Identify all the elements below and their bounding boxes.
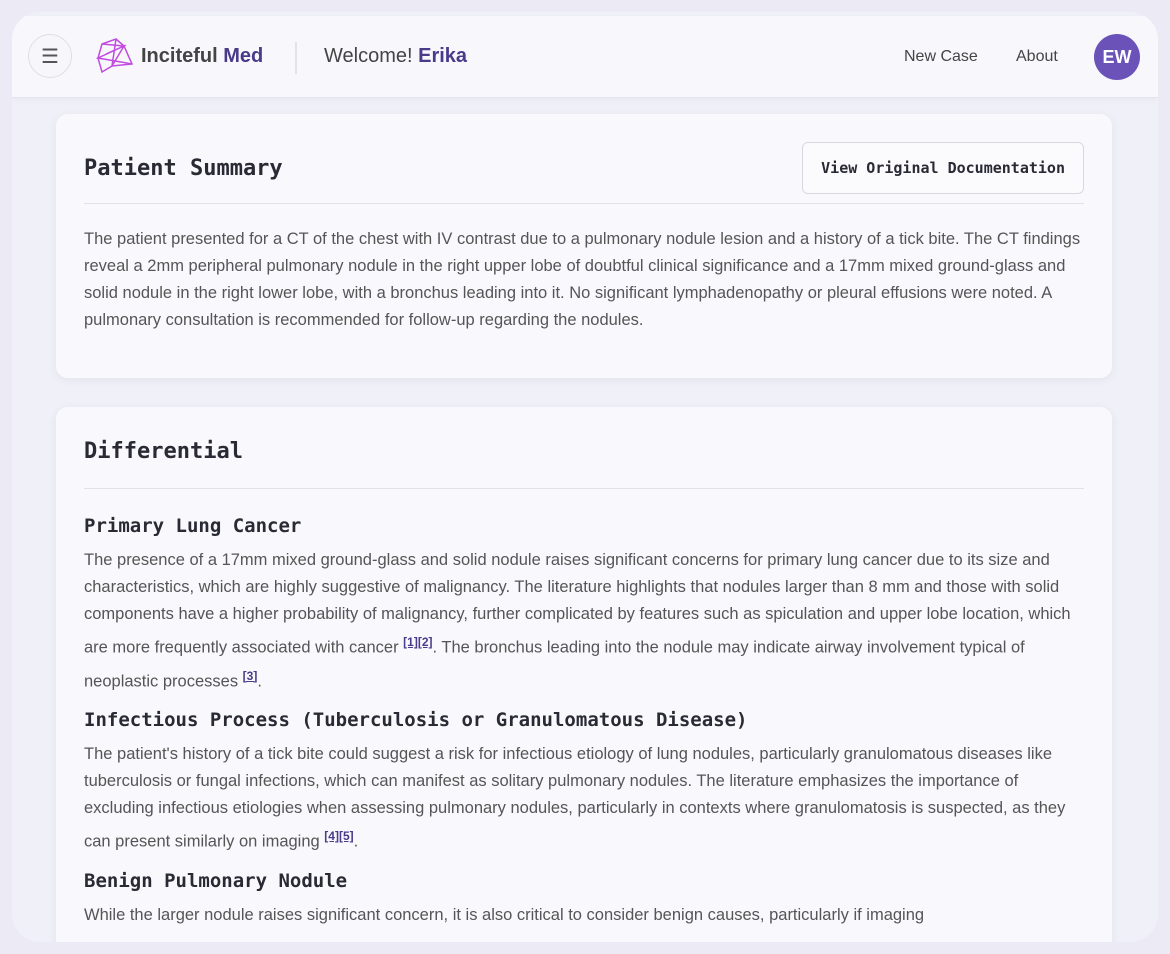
summary-text: The patient presented for a CT of the chest with IV contrast due to a pulmonary nodule lesion and a history of a tick bite. The CT findings reveal a 2mm peripheral pulmonary nodule in the right upper lobe of doubtful clinical significance and a 17mm mixed ground-glass and solid nodule in the right lower lobe, with a bronchus leading into it. No significant lymphadenopathy or pleural effusions were noted. A pulmonary consultation is recommended for follow-up regarding the nodules.	[84, 230, 1081, 329]
avatar[interactable]: EW	[1094, 34, 1140, 80]
section-title: Differential	[84, 439, 243, 464]
citation-link[interactable]: [2]	[417, 635, 433, 649]
diagnosis-text: While the larger nodule raises significant concern, it is also critical to consider benign causes, particularly if imaging	[84, 905, 925, 924]
menu-button[interactable]	[28, 34, 72, 78]
differential-card	[56, 407, 1112, 942]
divider	[295, 42, 297, 74]
view-original-documentation-button[interactable]: View Original Documentation	[802, 142, 1084, 194]
citation-link[interactable]: [5]	[338, 829, 354, 843]
citation-link[interactable]: [3]	[242, 668, 258, 683]
hamburger-icon: ☰	[41, 45, 59, 68]
diagnosis-title: Benign Pulmonary Nodule	[84, 869, 348, 892]
patient-summary-card	[56, 114, 1112, 378]
divider	[84, 488, 1084, 489]
citation-link[interactable]: [1]	[403, 635, 418, 649]
welcome-text: Welcome! Erika	[324, 45, 468, 67]
top-nav	[12, 16, 1158, 98]
logo-icon	[94, 36, 134, 76]
nav-new-case[interactable]: New Case	[904, 48, 978, 65]
diagnosis-text: The patient's history of a tick bite could suggest a risk for infectious etiology of lung nodules, particularly granulomatous diseases like tuberculosis or fungal infections, which can manifest as solitary pulmonary nodules. The literature emphasizes the importance of excluding infectious etiologies when assessing pulmonary nodules, particularly in contexts where granulomatosis is suspected, as they can present similarly on imaging [4][5].	[84, 745, 1066, 851]
diagnosis-title: Infectious Process (Tuberculosis or Granulomatous Disease)	[84, 709, 748, 731]
citation-link[interactable]: [4]	[324, 829, 339, 843]
nav-about[interactable]: About	[1016, 48, 1058, 65]
diagnosis-title: Primary Lung Cancer	[84, 515, 302, 537]
app-window	[12, 12, 1158, 942]
divider	[84, 203, 1084, 204]
diagnosis-text: The presence of a 17mm mixed ground-glass and solid nodule raises significant concerns for primary lung cancer due to its size and characteristics, which are highly suggestive of malignancy. The literature highlights that nodules larger than 8 mm and those with solid components have a higher probability of malignancy, further complicated by features such as spiculation and upper lobe location, which are more frequently associated with cancer [1][2]. The bronchus leading into the nodule may indicate airway involvement typical of neoplastic processes [3].	[84, 551, 1071, 690]
brand-name[interactable]: Inciteful Med	[141, 45, 264, 67]
page-title: Patient Summary	[84, 156, 283, 181]
